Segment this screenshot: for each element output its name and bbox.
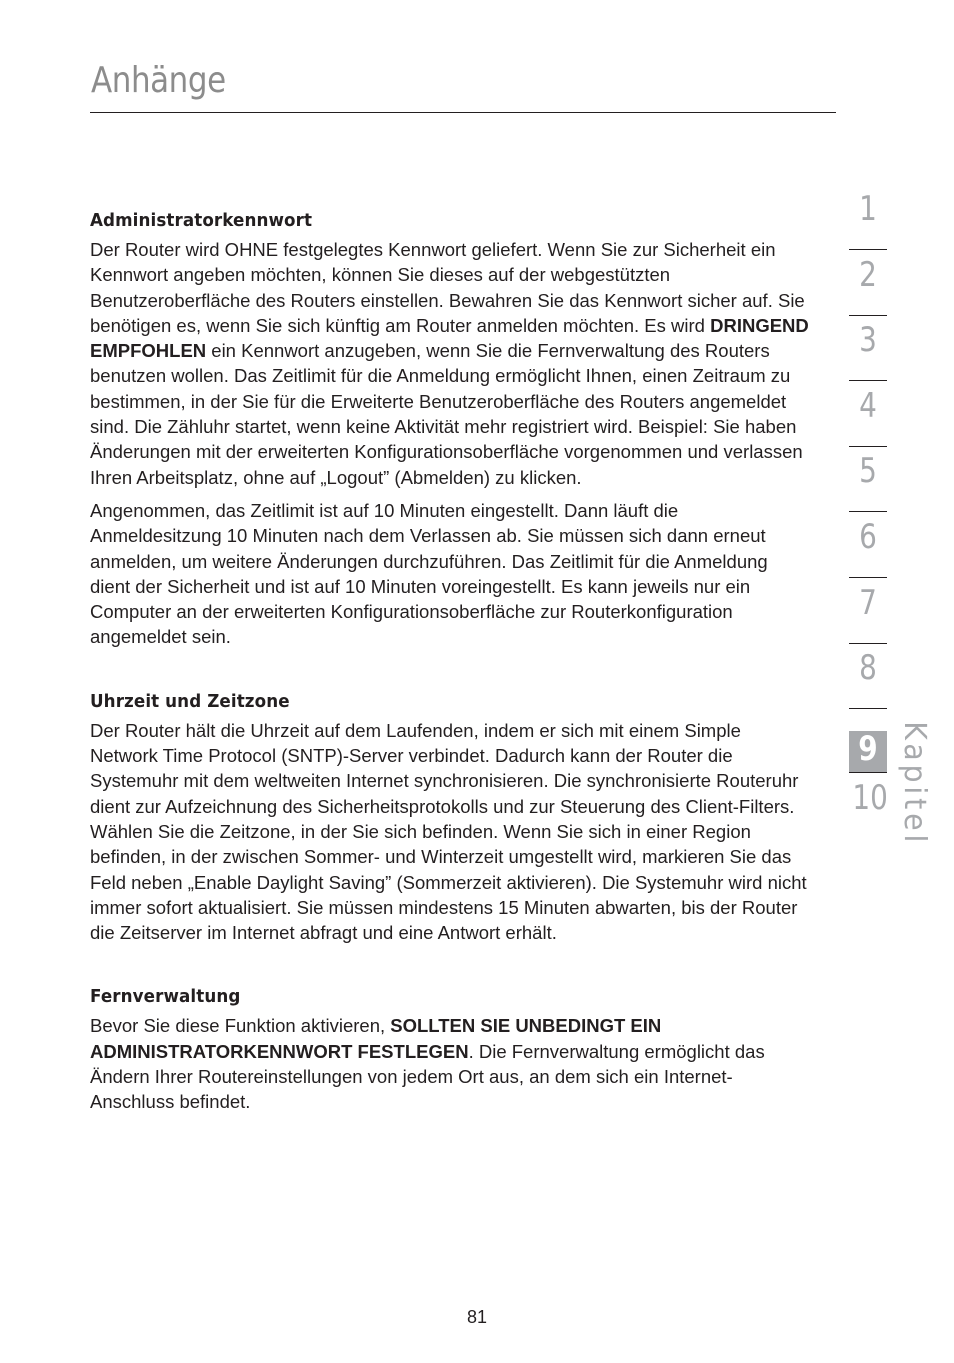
chapter-number: 5 [859, 451, 877, 492]
section-fernverwaltung [90, 986, 810, 1114]
main-content [90, 210, 810, 1123]
chapter-nav [849, 186, 887, 840]
chapter-number: 3 [859, 320, 877, 361]
chapter-tab-6[interactable] [849, 514, 887, 578]
paragraph-text: Der Router hält die Uhrzeit auf dem Laufenden, indem er sich mit einem Simple Network Time Protocol (SNTP)-Server verbindet. Dadurch kann der Router die Systemuhr mit dem weltweiten Internet synchronisieren. Die synchronisierte Routeruhr dient zur Aufzeichnung des Sicherheitsprotokolls und zur Steuerung des Client-Filters. Wählen Sie die Zeitzone, in der Sie sich befinden. Wenn Sie sich in einer Region befinden, in der zwischen Sommer- und Winterzeit umgestellt wird, markieren Sie das Feld neben „Enable Daylight Saving” (Sommerzeit aktivieren). Die Systemuhr wird nicht immer sofort aktualisiert. Sie müssen mindestens 15 Minuten abwarten, bis der Router die Zeitserver im Internet abfragt und eine Antwort erhält. [90, 719, 807, 944]
chapter-number: 2 [859, 254, 877, 295]
paragraph-text: Angenommen, das Zeitlimit ist auf 10 Minuten eingestellt. Dann läuft die Anmeldesitzung 10 Minuten nach dem Verlassen ab. Sie müssen sich dann erneut anmelden, um weitere Änderungen durchzuführen. Das Zeitlimit für die Anmeldung dient der Sicherheit und ist auf 10 Minuten voreingestellt. Es kann jeweils nur ein Computer an der erweiterten Konfigurationsoberfläche zur Routerkonfiguration angemeldet sein. [90, 499, 768, 648]
section-heading: Uhrzeit und Zeitzone [90, 690, 290, 712]
header-divider [90, 112, 836, 113]
chapter-tab-4[interactable] [849, 383, 887, 447]
paragraph [90, 237, 810, 490]
chapter-number: 9 [858, 729, 878, 770]
paragraph-text: ein Kennwort anzugeben, wenn Sie die Fernverwaltung des Routers benutzen wollen. Das Zeitlimit für die Anmeldung ermöglicht Ihnen, einen Zeitraum zu bestimmen, in der Sie für die Erweiterte Benutzeroberfläche des Routers angemeldet sind. Die Zähluhr startet, wenn keine Aktivität mehr registriert wird. Beispiel: Sie haben Änderungen mit der erweiterten Konfigurationsoberfläche vorgenommen und verlassen Ihren Arbeitsplatz, ohne auf „Logout” (Abmelden) zu klicken. [90, 340, 803, 488]
paragraph-emphasis: SOLLTEN SIE UNBEDINGT EIN ADMINISTRATORKENNWORT FESTLEGEN [90, 1015, 662, 1062]
section-spacer [90, 658, 810, 691]
paragraph [90, 718, 810, 946]
section-heading: Administratorkennwort [90, 210, 313, 231]
chapter-tab-5[interactable] [849, 448, 887, 512]
page-number: 81 [466, 1307, 488, 1327]
section-uhrzeit-und-zeitzone [90, 691, 810, 946]
section-spacer [90, 953, 810, 986]
chapter-tab-8[interactable] [849, 645, 887, 709]
chapter-tab-1[interactable] [849, 186, 887, 250]
chapter-label: Kapitel [897, 721, 932, 847]
section-heading: Fernverwaltung [90, 986, 241, 1008]
paragraph-emphasis: DRINGEND EMPFOHLEN [90, 314, 809, 362]
chapter-tab-2[interactable] [849, 252, 887, 316]
chapter-number: 7 [859, 582, 877, 623]
paragraph-text: Der Router wird OHNE festgelegtes Kennwort geliefert. Wenn Sie zur Sicherheit ein Kennwort angeben möchten, können Sie dieses auf der webgestützten Benutzeroberfläche des Routers einstellen. Bewahren Sie das Kennwort sicher auf. Sie benötigen es, wenn Sie sich künftig am Router anmelden möchten. Es wird [90, 239, 805, 336]
chapter-number: 4 [859, 385, 877, 426]
section-administratorkennwort [90, 210, 810, 650]
chapter-number: 1 [859, 189, 877, 229]
paragraph [90, 1013, 810, 1114]
chapter-tab-7[interactable] [849, 580, 887, 644]
paragraph-text: . Die Fernverwaltung ermöglicht das Ändern Ihrer Routereinstellungen von jedem Ort aus, an dem sich ein Internet-Anschluss befindet. [90, 1040, 765, 1113]
paragraph [90, 498, 810, 650]
chapter-tab-10[interactable] [849, 775, 887, 839]
chapter-number: 8 [859, 648, 877, 689]
chapter-tab-3[interactable] [849, 317, 887, 381]
chapter-tab-9-active[interactable] [849, 731, 887, 773]
page-title: Anhänge [91, 60, 226, 101]
paragraph-text: Bevor Sie diese Funktion aktivieren, [90, 1015, 391, 1037]
chapter-number: 10 [852, 777, 888, 818]
chapter-number: 6 [859, 516, 877, 557]
